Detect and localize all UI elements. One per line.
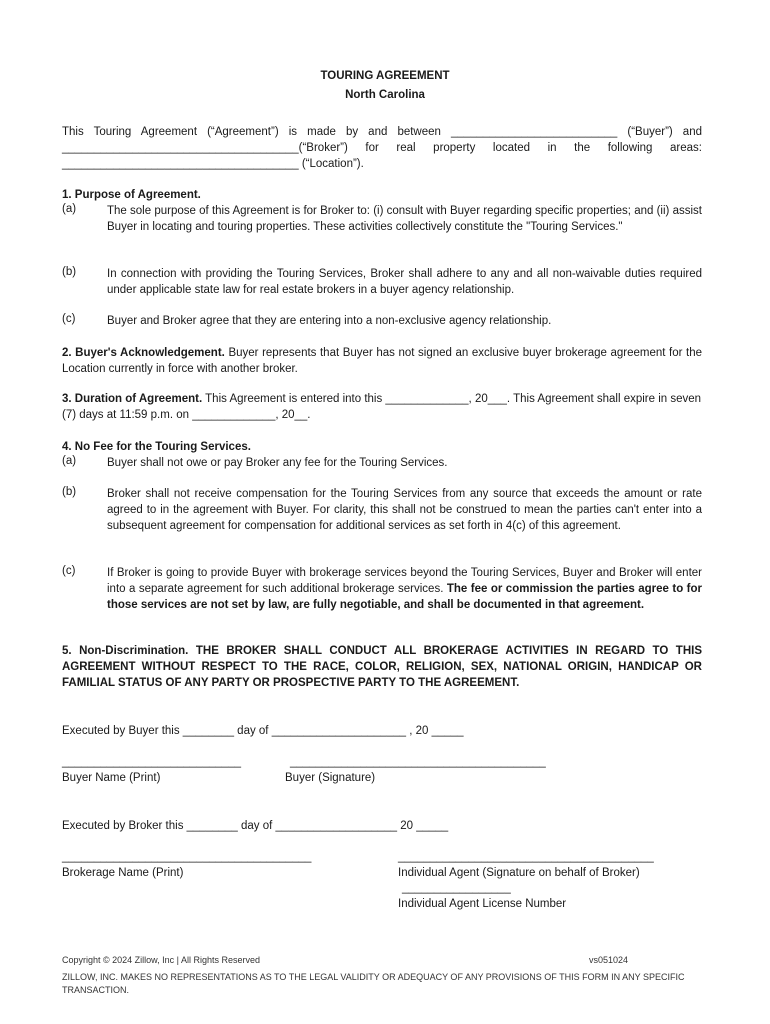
intro-paragraph xyxy=(62,124,702,172)
footer-copyright: Copyright © 2024 Zillow, Inc | All Rights Reserved xyxy=(62,955,261,965)
broker-executed-line: Executed by Broker this ________ day of ___________________ 20 _____ xyxy=(62,820,449,832)
footer-disclaimer: ZILLOW, INC. MAKES NO REPRESENTATIONS AS TO THE LEGAL VALIDITY OR ADEQUACY OF ANY PROVISIONS OF THIS FORM IN ANY SPECIFIC TRANSACTION. xyxy=(62,972,685,995)
section-4b-text: Broker shall not receive compensation for the Touring Services from any source that exceeds the amount or rate agreed to in the agreement with Buyer. For clarity, this shall not be construed to mean the parties can't enter into a subsequent agreement for compensation for additional services as set forth in 4(c) of this agreement. xyxy=(107,488,702,532)
intro-line-2: _____________________________________(“Broker”) for real property located in the following areas: xyxy=(62,142,702,154)
section-1a-label: (a) xyxy=(62,203,77,215)
buyer-name-signature-line[interactable]: ____________________________ xyxy=(62,756,242,768)
section-4c-label: (c) xyxy=(62,565,76,577)
section-5-paragraph: 5. Non-Discrimination. THE BROKER SHALL CONDUCT ALL BROKERAGE ACTIVITIES IN REGARD TO THIS AGREEMENT WITHOUT RESPECT TO THE RACE, COLOR, RELIGION, SEX, NATIONAL ORIGIN, HANDICAP OR FAMILIAL STATUS OF ANY PARTY OR PROSPECTIVE PARTY TO THE AGREEMENT. xyxy=(62,645,702,689)
brokerage-name-label: Brokerage Name (Print) xyxy=(62,867,184,879)
agent-license-line[interactable]: _________________ xyxy=(402,882,511,894)
section-3-heading: 3. Duration of Agreement. xyxy=(62,393,203,405)
section-4b-label: (b) xyxy=(62,486,77,498)
document-title: TOURING AGREEMENT xyxy=(320,70,450,82)
section-4-heading: 4. No Fee for the Touring Services. xyxy=(62,441,251,453)
section-4c-text: If Broker is going to provide Buyer with brokerage services beyond the Touring Services, Buyer and Broker will enter into a separate agreement for such additional brokerage services. xyxy=(107,567,702,595)
section-3-text: This Agreement is entered into this _____________, 20___. This Agreement shall expire in seven (7) days at 11:59 p.m. on _____________, 20__. xyxy=(62,393,702,421)
section-2-paragraph xyxy=(62,345,702,377)
section-3-paragraph xyxy=(62,391,702,423)
section-1b-label: (b) xyxy=(62,266,77,278)
section-1b-text: In connection with providing the Touring Services, Broker shall adhere to any and all non-waivable duties required under applicable state law for real estate brokers in a buyer agency relationship. xyxy=(107,268,702,296)
section-4a-text: Buyer shall not owe or pay Broker any fee for the Touring Services. xyxy=(107,457,448,469)
brokerage-name-line[interactable]: _______________________________________ xyxy=(62,851,312,863)
buyer-executed-line: Executed by Buyer this ________ day of _____________________ , 20 _____ xyxy=(62,725,464,737)
section-1c-text: Buyer and Broker agree that they are entering into a non-exclusive agency relationship. xyxy=(107,315,552,327)
section-1-heading: 1. Purpose of Agreement. xyxy=(62,189,201,201)
agent-signature-line[interactable]: ________________________________________ xyxy=(398,851,654,863)
footer-version: vs051024 xyxy=(589,955,629,965)
document-subtitle: North Carolina xyxy=(345,89,425,101)
section-4c-bold-text: The fee or commission the parties agree to for those services are not set by law, are fully negotiable, and shall be documented in that agreement. xyxy=(107,583,703,611)
intro-line-3: _____________________________________ (“Location”). xyxy=(62,158,364,170)
agent-signature-label: Individual Agent (Signature on behalf of Broker) xyxy=(398,867,640,879)
section-2-text: Buyer represents that Buyer has not signed an exclusive buyer brokerage agreement for the Location currently in force with another broker. xyxy=(62,347,703,375)
section-4a-label: (a) xyxy=(62,455,77,467)
intro-line-1: This Touring Agreement (“Agreement”) is made by and between __________________________ (“Buyer”) and xyxy=(62,126,702,138)
section-2-heading: 2. Buyer's Acknowledgement. xyxy=(62,347,225,359)
section-4c-paragraph xyxy=(107,565,702,613)
buyer-signature-line[interactable]: ________________________________________ xyxy=(290,756,546,768)
section-1a-text: The sole purpose of this Agreement is for Broker to: (i) consult with Buyer regarding specific properties; and (ii) assist Buyer in locating and touring properties. These activities collectively constitute the "Touring Services." xyxy=(107,205,702,233)
buyer-signature-label: Buyer (Signature) xyxy=(285,772,376,784)
agent-license-label: Individual Agent License Number xyxy=(398,898,567,910)
buyer-name-label: Buyer Name (Print) xyxy=(62,772,161,784)
section-1c-label: (c) xyxy=(62,313,76,325)
